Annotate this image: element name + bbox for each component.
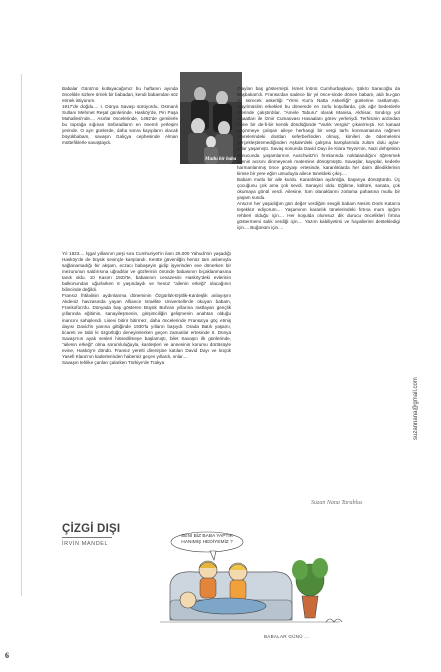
- paragraph: Yıl 1923.... İşgal yıllarının peşi sıra Cumhuriyet'in ilanı 25.000 Yahudi'nin yaşadığı Hasköy'de de büyük sevinçle karşılandı. Kentte güvenliğin henüz tam anlamıyla sağlanamadığı bir akşam, eczacı babaşeyin gidip işyerinden eve dönerken bir mezurunun saldırısına uğradılar ve gözlerinin önünde babasının bıçaklanmasına tanık oldu. 10 Kasım 1923'te, babasının cenazesini Hasköy'deki evlerinin balkonundan uğurlarken 6 yaşındaydı ve henüz "ailenin erkeği" olacağının bilincinde değildi.: [62, 251, 231, 293]
- speech-line: SENİ BİZ BABA YAPTIK: [181, 534, 233, 539]
- paragraph: Babalar Günü'nü kutlayacağımız bu haftanın ayında öncelikle sizlere örnek bir babadan, kendi babamdan söz etmek istiyorum.: [62, 86, 178, 104]
- cartoon-caption: BABALAR GÜNÜ ...: [264, 634, 310, 639]
- article-column-left-top: [62, 86, 178, 146]
- paragraph: Ansızın her yaşadığım gün değer verdiğim sevgili babam Nesim Doris Katan'a teşekkür ediyorum.... Yaşamının karanlık tünelerindeki fırtına mum ışığım rehberi olduğu için.... Her koşulda olumsuz dik durucu öncelikleri fırtına göstermemi salık verdiği için.... Yazım kabiliyetimi ve hayallerimi destekledigi için.... Buğünüm için....: [237, 200, 400, 231]
- section-author: İRVİN MANDEL: [62, 541, 109, 547]
- family-photo: [180, 72, 242, 164]
- photo-caption: Mutlu bir baba: [205, 157, 237, 162]
- paragraph: Fransız İhtilalinin aydınlanma döneminin Özgürlük-Eşitlik-Kardeşlik anlayışını Akdeniz havzasında yayan Alliance Israélite Universelle'de okuyan babam, Frankofon'du. Dünyada baş gösteren Büyük Buhran yıllarına rastlayan gençlik yıllarında eğitimin, sanayileşmenin, girişimciliğin gelişmenin anahtarı olduğu inancını sahiplendi. Lisevi bitirir bitirmez, daha öncelerinde Fransa'ya göç etmiş dayısı David'in yanına gittiğinde 1930'lu yılların başıydı. Orada Batılı yaşamı, ticareti ve tabii ki özgürlüğü deneyimlerken geçen zamanlar ertesinde II. Dünya Savaşı'nın ayak sesleri hissedilmeye başlamıştı, bilet Savaşın ilk günlerinde, "ailenin erkeği" olma sorumluluğuyla, kardeşleri ve annesinin korumu dürtüsüyle evine, Hasköy'e döndü. Fransız yerelti direnişine katılan David Dayı ve küçük Yasefi Klara'nın kaderlerinden habersiz geçen yıllardı, onlar....: [62, 293, 231, 359]
- author-signature: Suzan Nana Tarablus: [311, 500, 363, 506]
- article-column-right: [237, 86, 400, 231]
- speech-line: HANIMIŞ HEDİYEMİZ ?: [181, 540, 233, 545]
- paragraph: Savaşın tehlike çanları çalarken Türkiye'de Trakya: [62, 359, 165, 365]
- paragraph: Olayları baş göstermişti. İsmet İnönü Cumhurbaşkanı, Şükrü Saracoğlu da Başbakan'dı. Fransa'dan sadece bir yıl önce-sinde dönen babam, aldı bu-gün yıl sürecek askerliği "Yirmi Kur'a Natta Askerliği" günlerine rastlamıştı. Gayrimüslim erkekleri bu dönemde en zorlu koşullarda, çok ağır bedenlerle işlerinde çalıştırdılar. "Amele Taburu" olarak Manisa, Akhisar, Sındırgı yol inşaatları ile İzmir Cumaovası Havaalanı görev yerleriydi. Terhisinin ardından evine bir de-fi-bir kentik döndüğünde "Varlık Vergisi" çıkarılmıştı. Kıt kanaat geçinmeye çalışan aileye herhangi bir vergi tarhı konmamasına rağmen çevrelerindeki dostları seferberlinden olmuş, kimileri de ödemelerini gerçekleştiremediğinden Aşkale'deki çalışma kamplarında zulüm dolu aylar-yıllar yaşamıştı. Savaş sonunda David Dayı ile Klara Teyze'nin, Nazi dehşetinin sonucunda yaşamlarının Auschwitz'in fırınlarında noktalandığını öğrenmek ailenin acısını dinmeyecek matemine dönüşmüştü. Savaşlar, kayıplar, kederle harmanlanmış önce gözyaşı ertesinde, karanlıklarda her daim dilediklerinin kimse bir yere eğim umuduyla ailece tüneldeki çıkış....: [237, 86, 400, 176]
- cartoon-speech-bubble: [177, 534, 237, 546]
- page-number: 6: [5, 651, 9, 660]
- article-column-left: [62, 251, 231, 366]
- paragraph: 1917'de doğdu.... I. Dünya Savaşı sürüyordu. Osmanlı Sultanı Mehmet Reşat günlerinde. Hasköy'de, Piri Paşa Mahallesi'nde.... Asırlar öncelerinde, 1492'de gemilerle bu toprağa sığınan Sefaradların en önemli yerleşim yerinde. O ayrı günlerde, daha sonra kayıpların olacak büyükbabam, savaşın Galiçya cephesinde Alman müttefiklerle savaştaydı.: [62, 104, 178, 146]
- author-email: suzannana@gmail.com: [413, 377, 419, 440]
- paragraph: Babam mutlu bir aile kurdu. Karanlıktan aydınlığa, başarıya dönüştürdü. Üç çocuğunu çok ama çok sevdi. Sanayici oldu. Eğitime, kültüre, sanata, çok okumaya gönül verdi. Ailesine, tüm olanaklarını zorlama pahasına mutlu bir yaşam sundu.: [237, 176, 400, 200]
- photo-illustration: [180, 72, 242, 164]
- margin-line: [21, 74, 22, 596]
- cartoon-illustration: [150, 530, 350, 640]
- section-title: ÇİZGİ DIŞI: [62, 523, 121, 535]
- section-divider: [62, 537, 112, 538]
